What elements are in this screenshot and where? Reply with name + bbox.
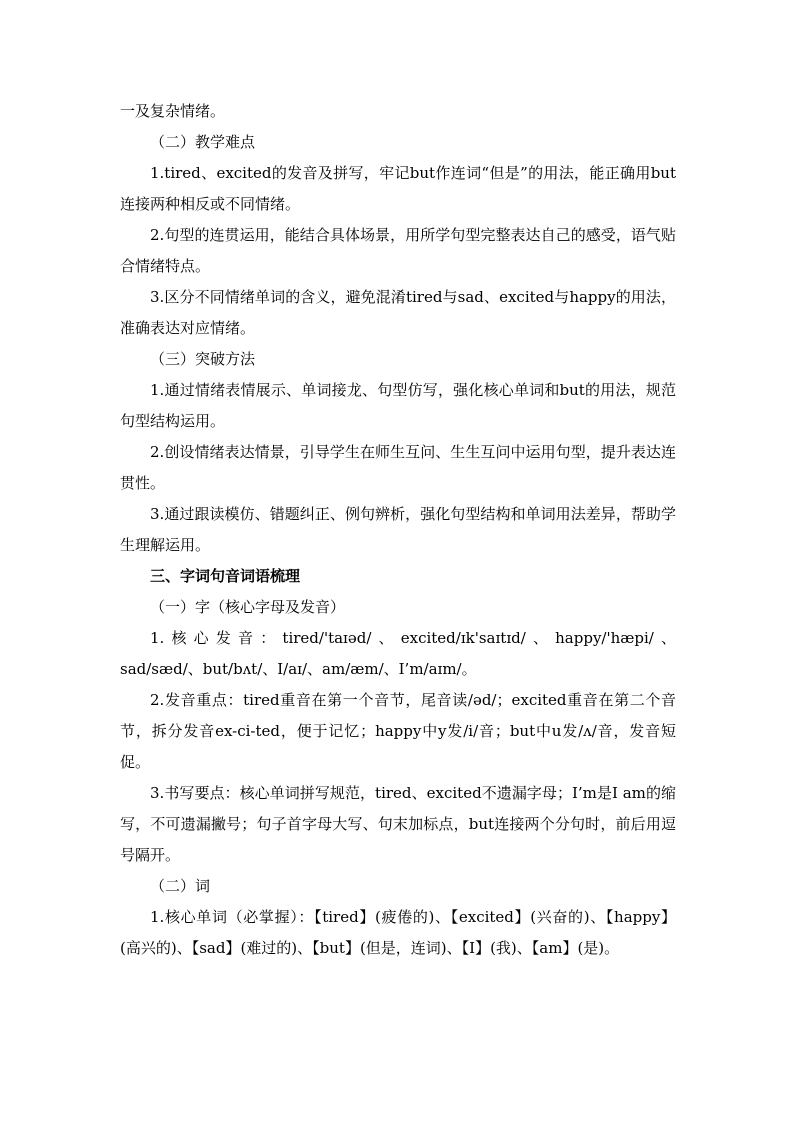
paragraph: 2.发音重点：tired重音在第一个音节，尾音读/əd/；excited重音在第二个音节，拆分发音ex-ci-ted，便于记忆；happy中y发/i/音；but中u发/ʌ/音，发音短促。	[120, 691, 676, 771]
subheading-words: （二）词	[150, 877, 211, 895]
subheading-letters: （一）字（核心字母及发音）	[150, 598, 346, 616]
section-heading: 三、字词句音词语梳理	[150, 567, 301, 585]
paragraph: 3.书写要点：核心单词拼写规范，tired、excited不遗漏字母；I’m是I am的缩写，不可遗漏撇号；句子首字母大写、句末加标点，but连接两个分句时，前后用逗号隔开。	[120, 784, 676, 864]
subheading-teaching-difficulties: （二）教学难点	[150, 133, 256, 151]
subheading-breakthrough-methods: （三）突破方法	[150, 350, 256, 368]
paragraph: 2.句型的连贯运用，能结合具体场景，用所学句型完整表达自己的感受，语气贴合情绪特点。	[120, 226, 676, 275]
document-page	[120, 96, 676, 964]
paragraph-continuation: 一及复杂情绪。	[120, 102, 226, 120]
paragraph: 1.核心单词（必掌握）：【tired】(疲倦的)、【excited】(兴奋的)、【happy】(高兴的)、【sad】(难过的)、【but】(但是，连词)、【I】(我)、【am】(是)。	[120, 908, 676, 957]
paragraph: 3.通过跟读模仿、错题纠正、例句辨析，强化句型结构和单词用法差异，帮助学生理解运用。	[120, 505, 676, 554]
paragraph: 1.tired、excited的发音及拼写，牢记but作连词“但是”的用法，能正确用but连接两种相反或不同情绪。	[120, 164, 676, 213]
paragraph: 3.区分不同情绪单词的含义，避免混淆tired与sad、excited与happy的用法，准确表达对应情绪。	[120, 288, 676, 337]
paragraph: 2.创设情绪表达情景，引导学生在师生互问、生生互问中运用句型，提升表达连贯性。	[120, 443, 676, 492]
paragraph: 1.通过情绪表情展示、单词接龙、句型仿写，强化核心单词和but的用法，规范句型结构运用。	[120, 381, 676, 430]
paragraph: 1.核心发音：tired/'taɪəd/、excited/ɪk'saɪtɪd/、happy/'hæpi/、sad/sæd/、but/bʌt/、I/aɪ/、am/æm/、I’m/aɪm/。	[120, 629, 676, 678]
